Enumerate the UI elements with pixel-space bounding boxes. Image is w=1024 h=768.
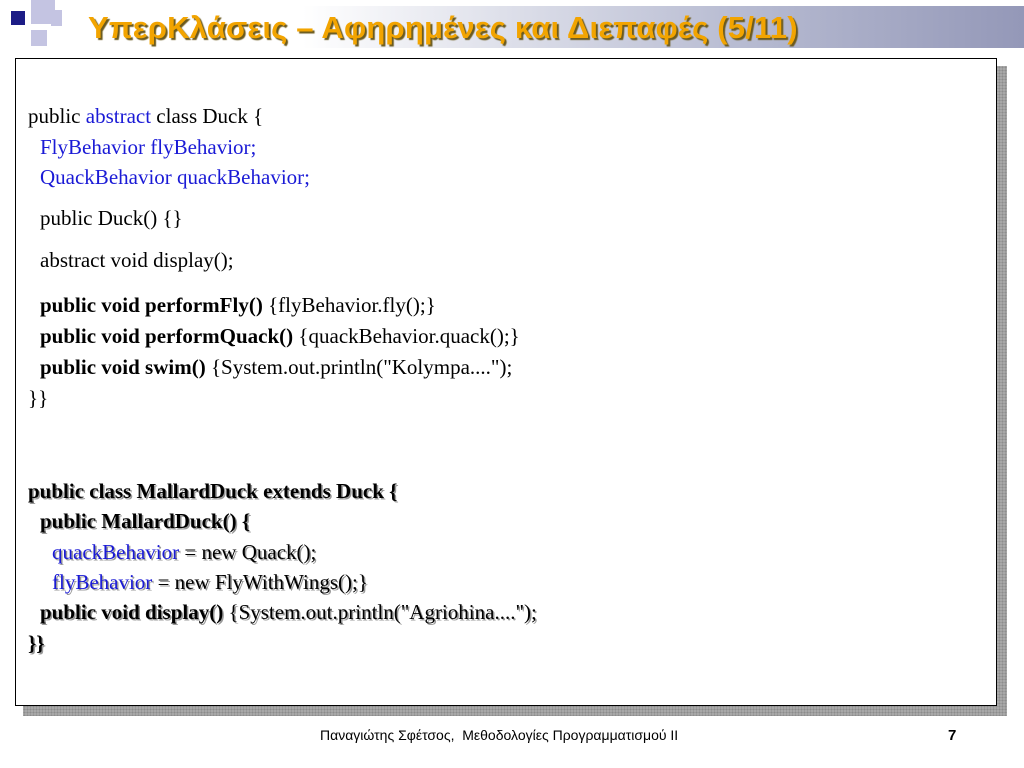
code-line: public Duck() {} bbox=[40, 206, 183, 230]
code-line: public class MallardDuck extends Duck { bbox=[28, 479, 398, 503]
code-line: public MallardDuck() { bbox=[40, 509, 251, 533]
footer-text: Παναγιώτης Σφέτσος, Μεθοδολογίες Προγραμματισμού ΙΙ bbox=[320, 727, 679, 743]
corner-square-dark-1 bbox=[11, 11, 25, 25]
code-line: public void performFly() {flyBehavior.fly();} bbox=[40, 293, 436, 317]
code-line: public void swim() {System.out.println("Kolympa...."); bbox=[40, 355, 513, 379]
code-line: QuackBehavior quackBehavior; bbox=[40, 165, 310, 189]
code-box bbox=[15, 58, 997, 706]
code-line: public void display() {System.out.println("Agriohina...."); bbox=[40, 600, 537, 624]
code-line: public abstract class Duck { bbox=[28, 104, 264, 128]
code-line: }} bbox=[28, 386, 49, 410]
corner-square-light-2 bbox=[31, 30, 47, 46]
code-line: public void performQuack() {quackBehavior.quack();} bbox=[40, 324, 520, 348]
code-line: abstract void display(); bbox=[40, 248, 234, 272]
code-line: }} bbox=[28, 631, 45, 655]
code-line: flyBehavior = new FlyWithWings();} bbox=[52, 570, 368, 594]
page-number: 7 bbox=[948, 727, 957, 744]
slide-title: ΥπερΚλάσεις – Αφηρημένες και Διεπαφές (5/11) bbox=[88, 10, 798, 45]
code-line: quackBehavior = new Quack(); bbox=[52, 540, 317, 564]
code-line: FlyBehavior flyBehavior; bbox=[40, 135, 257, 159]
